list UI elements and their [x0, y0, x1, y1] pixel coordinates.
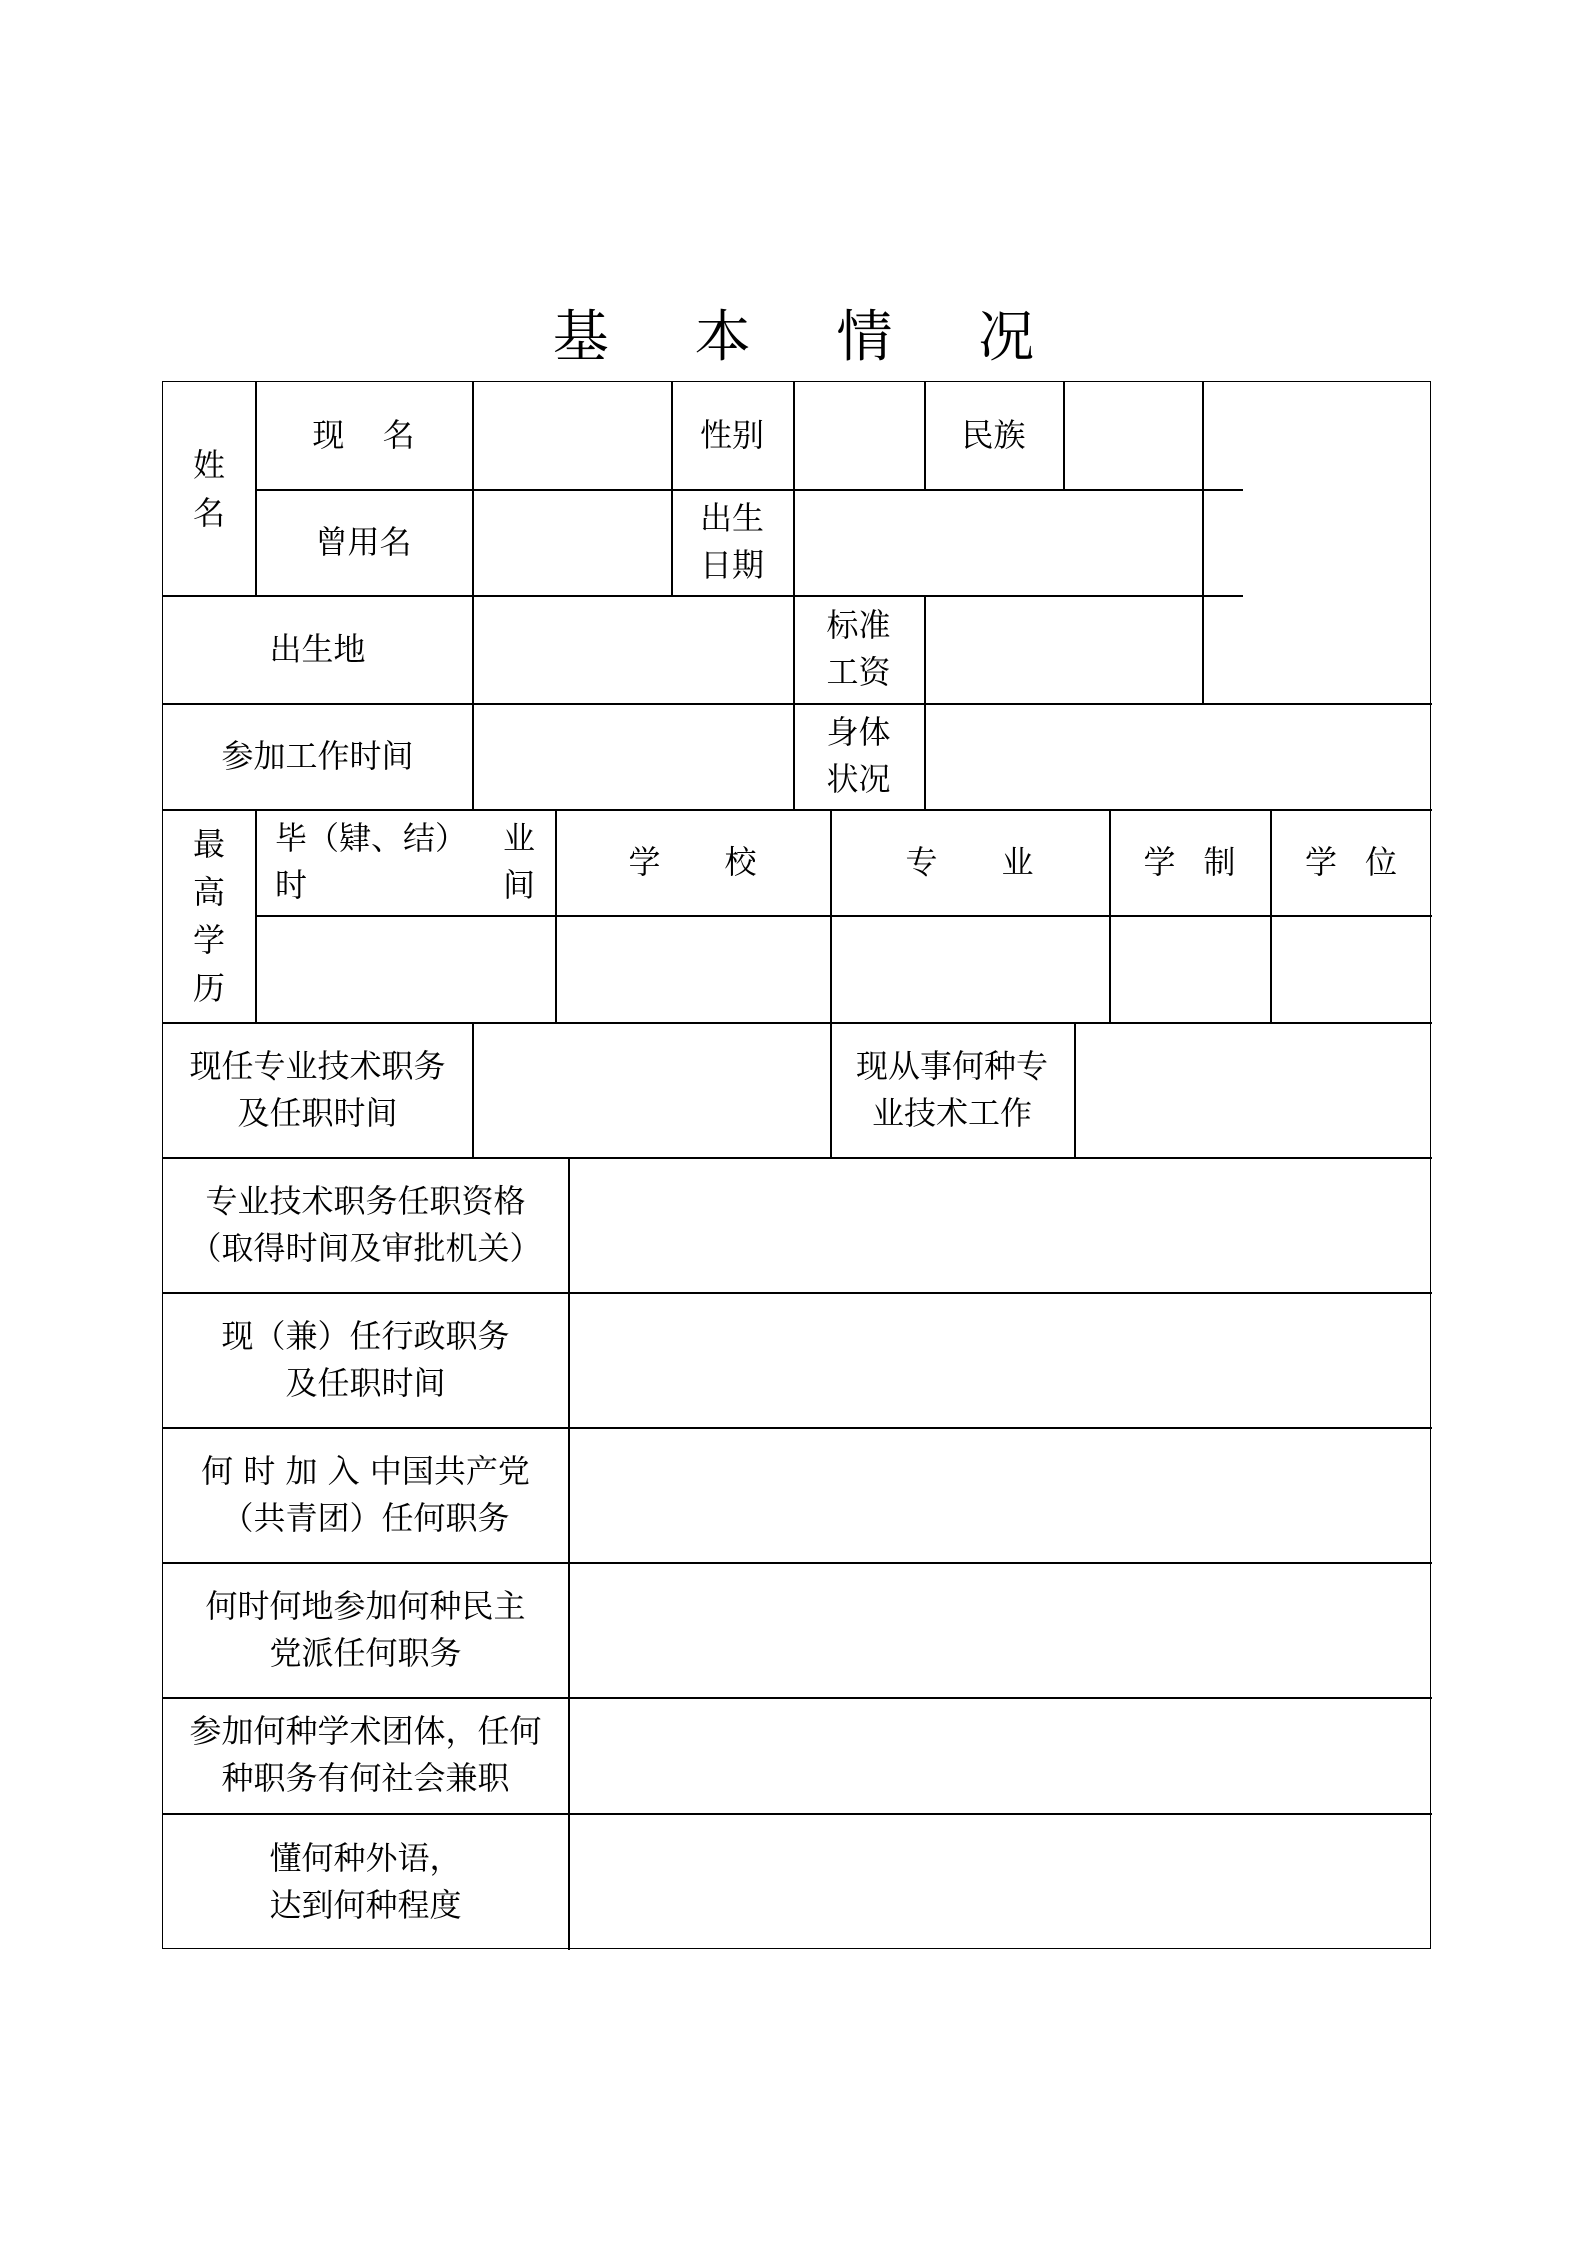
current-work-label: 现从事何种专 业技术工作	[855, 1046, 1048, 1132]
academic-groups-field[interactable]	[568, 1697, 1432, 1813]
current-name-field[interactable]	[472, 382, 671, 489]
graduation-time-label	[255, 809, 555, 915]
edu-group-char: 学	[192, 920, 225, 959]
graduation-time-label-line1	[275, 815, 535, 862]
basic-info-form	[162, 381, 1431, 1949]
name-group-char: 名	[192, 493, 225, 532]
school-label: 学校	[628, 842, 821, 881]
birthplace-label: 出生地	[269, 629, 366, 668]
admin-post-field[interactable]	[568, 1292, 1432, 1427]
academic-groups-label: 参加何种学术团体，任何 种职务有何社会兼职	[189, 1712, 542, 1797]
qualification-label: 专业技术职务任职资格 （取得时间及审批机关）	[189, 1181, 542, 1267]
gender-field[interactable]	[793, 382, 924, 489]
current-name-label	[255, 382, 472, 489]
edu-group-char: 历	[192, 968, 225, 1007]
current-work-field[interactable]	[1074, 1022, 1432, 1157]
graduation-time-label-part: 毕（肄、结）	[275, 819, 468, 857]
work-start-time-label: 参加工作时间	[221, 736, 414, 775]
admin-post-label: 现（兼）任行政职务 及任职时间	[221, 1316, 510, 1402]
photo-area	[1202, 382, 1432, 703]
democratic-party-field[interactable]	[568, 1562, 1432, 1697]
major-field[interactable]	[830, 915, 1109, 1022]
qualification-field[interactable]	[568, 1157, 1432, 1292]
health-status-field[interactable]	[924, 703, 1432, 809]
page-title: 基 本 情 况	[552, 305, 1069, 370]
edu-group-char: 最	[192, 824, 225, 863]
health-status-label: 身体 状况	[826, 713, 891, 798]
graduation-time-label-part: 间	[502, 866, 535, 904]
birthplace-field[interactable]	[472, 595, 793, 703]
graduation-time-label-part: 业	[502, 819, 535, 857]
party-join-field[interactable]	[568, 1427, 1432, 1562]
democratic-party-label: 何时何地参加何种民主 党派任何职务	[205, 1586, 526, 1672]
work-start-time-field[interactable]	[472, 703, 793, 809]
name-group-label	[163, 382, 255, 595]
major-label: 专业	[905, 842, 1098, 881]
birth-date-label: 出生 日期	[699, 499, 764, 584]
duration-field[interactable]	[1109, 915, 1270, 1022]
school-field[interactable]	[555, 915, 830, 1022]
party-join-label: 何 时 加 入 中国共产党 （共青团）任何职务	[201, 1451, 530, 1537]
standard-salary-label: 标准 工资	[826, 606, 891, 691]
current-title-label: 现任专业技术职务 及任职时间	[189, 1046, 446, 1132]
degree-field[interactable]	[1270, 915, 1432, 1022]
edu-group-char: 高	[192, 872, 225, 911]
degree-label: 学位	[1304, 842, 1425, 881]
birth-date-field[interactable]	[793, 489, 1202, 595]
former-name-label: 曾用名	[315, 522, 412, 561]
name-group-char: 姓	[192, 445, 225, 484]
graduation-time-label-line2	[275, 862, 535, 909]
gender-label: 性别	[699, 416, 764, 454]
graduation-time-field[interactable]	[255, 915, 555, 1022]
current-name-label-text: 现 名	[312, 416, 415, 454]
ethnicity-label: 民族	[961, 416, 1026, 454]
current-title-field[interactable]	[472, 1022, 830, 1157]
graduation-time-label-part: 时	[275, 866, 308, 904]
former-name-field[interactable]	[472, 489, 671, 595]
highest-education-group-label	[163, 809, 255, 1022]
foreign-language-field[interactable]	[568, 1813, 1432, 1950]
foreign-language-label: 懂何种外语， 达到何种程度	[269, 1838, 462, 1924]
ethnicity-field[interactable]	[1063, 382, 1202, 489]
standard-salary-field[interactable]	[924, 595, 1202, 703]
duration-label: 学制	[1143, 842, 1264, 881]
